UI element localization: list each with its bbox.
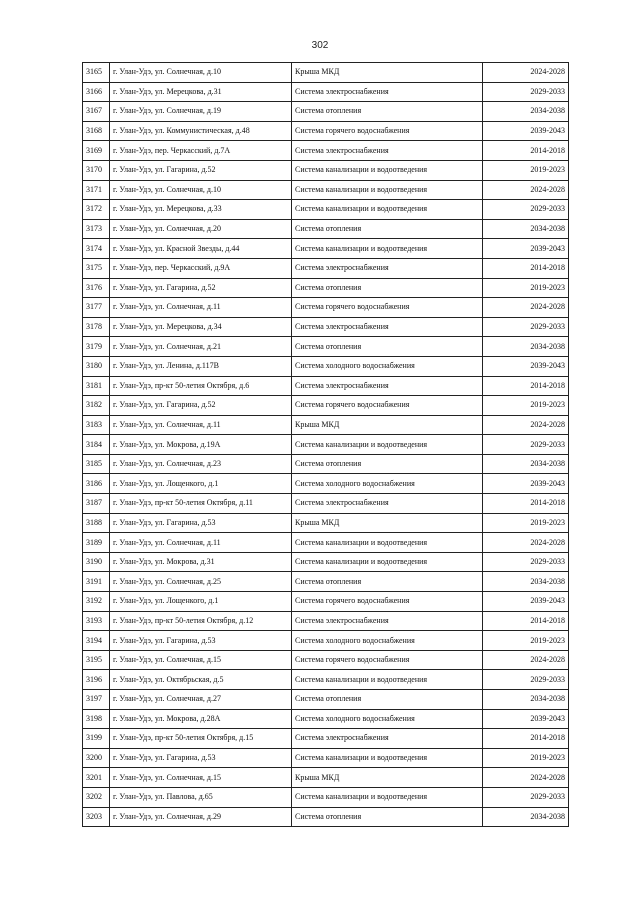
row-number-cell: 3179 — [83, 337, 110, 357]
table-row — [83, 787, 569, 807]
period-cell: 2014-2018 — [483, 141, 569, 161]
row-number-cell: 3169 — [83, 141, 110, 161]
address-cell: г. Улан-Удэ, ул. Лощенкого, д.1 — [110, 592, 292, 612]
table-row — [83, 650, 569, 670]
address-cell: г. Улан-Удэ, ул. Солнечная, д.19 — [110, 102, 292, 122]
row-number-cell: 3178 — [83, 317, 110, 337]
table-row — [83, 121, 569, 141]
row-number-cell: 3192 — [83, 592, 110, 612]
address-cell: г. Улан-Удэ, ул. Мерецкова, д.31 — [110, 82, 292, 102]
address-cell: г. Улан-Удэ, ул. Гагарина, д.52 — [110, 396, 292, 416]
system-cell: Система электроснабжения — [292, 141, 483, 161]
table-row — [83, 631, 569, 651]
address-cell: г. Улан-Удэ, ул. Солнечная, д.21 — [110, 337, 292, 357]
period-cell: 2014-2018 — [483, 729, 569, 749]
system-cell: Крыша МКД — [292, 768, 483, 788]
row-number-cell: 3196 — [83, 670, 110, 690]
table-row — [83, 611, 569, 631]
row-number-cell: 3197 — [83, 690, 110, 710]
table-row — [83, 239, 569, 259]
table-row — [83, 533, 569, 553]
row-number-cell: 3202 — [83, 787, 110, 807]
period-cell: 2039-2043 — [483, 474, 569, 494]
address-cell: г. Улан-Удэ, пр-кт 50-летия Октября, д.11 — [110, 494, 292, 514]
table-row — [83, 494, 569, 514]
system-cell: Система отопления — [292, 690, 483, 710]
address-cell: г. Улан-Удэ, ул. Солнечная, д.11 — [110, 298, 292, 318]
row-number-cell: 3189 — [83, 533, 110, 553]
address-cell: г. Улан-Удэ, ул. Солнечная, д.20 — [110, 219, 292, 239]
registry-table-body — [83, 63, 569, 827]
system-cell: Крыша МКД — [292, 415, 483, 435]
system-cell: Система горячего водоснабжения — [292, 592, 483, 612]
system-cell: Система отопления — [292, 807, 483, 827]
system-cell: Система холодного водоснабжения — [292, 631, 483, 651]
period-cell: 2019-2023 — [483, 748, 569, 768]
address-cell: г. Улан-Удэ, ул. Солнечная, д.15 — [110, 650, 292, 670]
row-number-cell: 3171 — [83, 180, 110, 200]
system-cell: Система электроснабжения — [292, 82, 483, 102]
period-cell: 2024-2028 — [483, 180, 569, 200]
period-cell: 2029-2033 — [483, 82, 569, 102]
period-cell: 2029-2033 — [483, 200, 569, 220]
row-number-cell: 3187 — [83, 494, 110, 514]
system-cell: Система канализации и водоотведения — [292, 552, 483, 572]
page-number: 302 — [311, 40, 329, 51]
system-cell: Система отопления — [292, 219, 483, 239]
period-cell: 2019-2023 — [483, 160, 569, 180]
period-cell: 2019-2023 — [483, 396, 569, 416]
row-number-cell: 3186 — [83, 474, 110, 494]
address-cell: г. Улан-Удэ, ул. Мокрова, д.31 — [110, 552, 292, 572]
row-number-cell: 3185 — [83, 454, 110, 474]
period-cell: 2029-2033 — [483, 552, 569, 572]
system-cell: Система холодного водоснабжения — [292, 709, 483, 729]
table-row — [83, 258, 569, 278]
row-number-cell: 3174 — [83, 239, 110, 259]
address-cell: г. Улан-Удэ, ул. Ленина, д.117В — [110, 356, 292, 376]
row-number-cell: 3175 — [83, 258, 110, 278]
row-number-cell: 3166 — [83, 82, 110, 102]
address-cell: г. Улан-Удэ, ул. Лощенкого, д.1 — [110, 474, 292, 494]
period-cell: 2024-2028 — [483, 650, 569, 670]
table-row — [83, 298, 569, 318]
period-cell: 2024-2028 — [483, 533, 569, 553]
period-cell: 2024-2028 — [483, 415, 569, 435]
system-cell: Крыша МКД — [292, 63, 483, 83]
period-cell: 2019-2023 — [483, 631, 569, 651]
table-row — [83, 709, 569, 729]
system-cell: Система горячего водоснабжения — [292, 298, 483, 318]
table-row — [83, 572, 569, 592]
period-cell: 2034-2038 — [483, 807, 569, 827]
address-cell: г. Улан-Удэ, ул. Коммунистическая, д.48 — [110, 121, 292, 141]
table-row — [83, 356, 569, 376]
row-number-cell: 3172 — [83, 200, 110, 220]
table-row — [83, 278, 569, 298]
table-row — [83, 63, 569, 83]
address-cell: г. Улан-Удэ, ул. Гагарина, д.53 — [110, 631, 292, 651]
system-cell: Система отопления — [292, 102, 483, 122]
address-cell: г. Улан-Удэ, ул. Октябрьская, д.5 — [110, 670, 292, 690]
system-cell: Система канализации и водоотведения — [292, 180, 483, 200]
row-number-cell: 3182 — [83, 396, 110, 416]
period-cell: 2034-2038 — [483, 454, 569, 474]
address-cell: г. Улан-Удэ, ул. Мокрова, д.28А — [110, 709, 292, 729]
system-cell: Система электроснабжения — [292, 376, 483, 396]
address-cell: г. Улан-Удэ, ул. Мерецкова, д.33 — [110, 200, 292, 220]
row-number-cell: 3193 — [83, 611, 110, 631]
period-cell: 2014-2018 — [483, 611, 569, 631]
system-cell: Крыша МКД — [292, 513, 483, 533]
table-row — [83, 474, 569, 494]
period-cell: 2039-2043 — [483, 239, 569, 259]
system-cell: Система электроснабжения — [292, 729, 483, 749]
period-cell: 2034-2038 — [483, 572, 569, 592]
row-number-cell: 3184 — [83, 435, 110, 455]
address-cell: г. Улан-Удэ, ул. Солнечная, д.10 — [110, 63, 292, 83]
table-row — [83, 102, 569, 122]
address-cell: г. Улан-Удэ, ул. Павлова, д.65 — [110, 787, 292, 807]
row-number-cell: 3177 — [83, 298, 110, 318]
address-cell: г. Улан-Удэ, ул. Солнечная, д.25 — [110, 572, 292, 592]
period-cell: 2014-2018 — [483, 258, 569, 278]
row-number-cell: 3181 — [83, 376, 110, 396]
system-cell: Система канализации и водоотведения — [292, 239, 483, 259]
table-row — [83, 219, 569, 239]
system-cell: Система горячего водоснабжения — [292, 650, 483, 670]
period-cell: 2034-2038 — [483, 219, 569, 239]
period-cell: 2019-2023 — [483, 278, 569, 298]
address-cell: г. Улан-Удэ, ул. Гагарина, д.53 — [110, 513, 292, 533]
system-cell: Система канализации и водоотведения — [292, 435, 483, 455]
row-number-cell: 3198 — [83, 709, 110, 729]
period-cell: 2024-2028 — [483, 768, 569, 788]
address-cell: г. Улан-Удэ, ул. Солнечная, д.29 — [110, 807, 292, 827]
registry-table — [82, 62, 569, 827]
period-cell: 2029-2033 — [483, 435, 569, 455]
address-cell: г. Улан-Удэ, ул. Солнечная, д.15 — [110, 768, 292, 788]
address-cell: г. Улан-Удэ, ул. Солнечная, д.10 — [110, 180, 292, 200]
row-number-cell: 3201 — [83, 768, 110, 788]
table-row — [83, 317, 569, 337]
table-row — [83, 435, 569, 455]
row-number-cell: 3170 — [83, 160, 110, 180]
system-cell: Система электроснабжения — [292, 611, 483, 631]
period-cell: 2024-2028 — [483, 63, 569, 83]
table-row — [83, 415, 569, 435]
row-number-cell: 3173 — [83, 219, 110, 239]
table-row — [83, 337, 569, 357]
row-number-cell: 3180 — [83, 356, 110, 376]
table-row — [83, 513, 569, 533]
address-cell: г. Улан-Удэ, ул. Гагарина, д.52 — [110, 278, 292, 298]
period-cell: 2034-2038 — [483, 102, 569, 122]
row-number-cell: 3165 — [83, 63, 110, 83]
table-row — [83, 160, 569, 180]
period-cell: 2039-2043 — [483, 592, 569, 612]
row-number-cell: 3188 — [83, 513, 110, 533]
system-cell: Система отопления — [292, 337, 483, 357]
system-cell: Система канализации и водоотведения — [292, 670, 483, 690]
table-row — [83, 552, 569, 572]
address-cell: г. Улан-Удэ, ул. Солнечная, д.27 — [110, 690, 292, 710]
row-number-cell: 3191 — [83, 572, 110, 592]
system-cell: Система отопления — [292, 572, 483, 592]
period-cell: 2019-2023 — [483, 513, 569, 533]
row-number-cell: 3176 — [83, 278, 110, 298]
row-number-cell: 3195 — [83, 650, 110, 670]
period-cell: 2039-2043 — [483, 709, 569, 729]
system-cell: Система электроснабжения — [292, 317, 483, 337]
table-row — [83, 670, 569, 690]
period-cell: 2029-2033 — [483, 670, 569, 690]
system-cell: Система канализации и водоотведения — [292, 533, 483, 553]
system-cell: Система канализации и водоотведения — [292, 160, 483, 180]
period-cell: 2029-2033 — [483, 317, 569, 337]
period-cell: 2039-2043 — [483, 356, 569, 376]
table-row — [83, 748, 569, 768]
address-cell: г. Улан-Удэ, ул. Красной Звезды, д.44 — [110, 239, 292, 259]
table-row — [83, 180, 569, 200]
address-cell: г. Улан-Удэ, ул. Солнечная, д.23 — [110, 454, 292, 474]
row-number-cell: 3183 — [83, 415, 110, 435]
table-row — [83, 141, 569, 161]
address-cell: г. Улан-Удэ, ул. Гагарина, д.53 — [110, 748, 292, 768]
system-cell: Система горячего водоснабжения — [292, 396, 483, 416]
period-cell: 2039-2043 — [483, 121, 569, 141]
row-number-cell: 3194 — [83, 631, 110, 651]
system-cell: Система отопления — [292, 454, 483, 474]
system-cell: Система холодного водоснабжения — [292, 356, 483, 376]
system-cell: Система канализации и водоотведения — [292, 200, 483, 220]
period-cell: 2014-2018 — [483, 494, 569, 514]
row-number-cell: 3167 — [83, 102, 110, 122]
table-row — [83, 592, 569, 612]
system-cell: Система канализации и водоотведения — [292, 787, 483, 807]
address-cell: г. Улан-Удэ, ул. Мерецкова, д.34 — [110, 317, 292, 337]
table-row — [83, 82, 569, 102]
address-cell: г. Улан-Удэ, ул. Солнечная, д.11 — [110, 533, 292, 553]
table-row — [83, 729, 569, 749]
address-cell: г. Улан-Удэ, ул. Солнечная, д.11 — [110, 415, 292, 435]
address-cell: г. Улан-Удэ, ул. Гагарина, д.52 — [110, 160, 292, 180]
table-row — [83, 396, 569, 416]
table-row — [83, 690, 569, 710]
system-cell: Система электроснабжения — [292, 494, 483, 514]
system-cell: Система горячего водоснабжения — [292, 121, 483, 141]
row-number-cell: 3168 — [83, 121, 110, 141]
table-row — [83, 376, 569, 396]
system-cell: Система электроснабжения — [292, 258, 483, 278]
table-row — [83, 807, 569, 827]
table-row — [83, 454, 569, 474]
period-cell: 2024-2028 — [483, 298, 569, 318]
period-cell: 2034-2038 — [483, 690, 569, 710]
system-cell: Система канализации и водоотведения — [292, 748, 483, 768]
period-cell: 2034-2038 — [483, 337, 569, 357]
row-number-cell: 3190 — [83, 552, 110, 572]
address-cell: г. Улан-Удэ, ул. Мокрова, д.19А — [110, 435, 292, 455]
period-cell: 2014-2018 — [483, 376, 569, 396]
table-row — [83, 768, 569, 788]
row-number-cell: 3199 — [83, 729, 110, 749]
row-number-cell: 3200 — [83, 748, 110, 768]
system-cell: Система отопления — [292, 278, 483, 298]
address-cell: г. Улан-Удэ, пер. Черкасский, д.9А — [110, 258, 292, 278]
address-cell: г. Улан-Удэ, пр-кт 50-летия Октября, д.12 — [110, 611, 292, 631]
system-cell: Система холодного водоснабжения — [292, 474, 483, 494]
row-number-cell: 3203 — [83, 807, 110, 827]
address-cell: г. Улан-Удэ, пер. Черкасский, д.7А — [110, 141, 292, 161]
address-cell: г. Улан-Удэ, пр-кт 50-летия Октября, д.6 — [110, 376, 292, 396]
table-row — [83, 200, 569, 220]
period-cell: 2029-2033 — [483, 787, 569, 807]
address-cell: г. Улан-Удэ, пр-кт 50-летия Октября, д.15 — [110, 729, 292, 749]
